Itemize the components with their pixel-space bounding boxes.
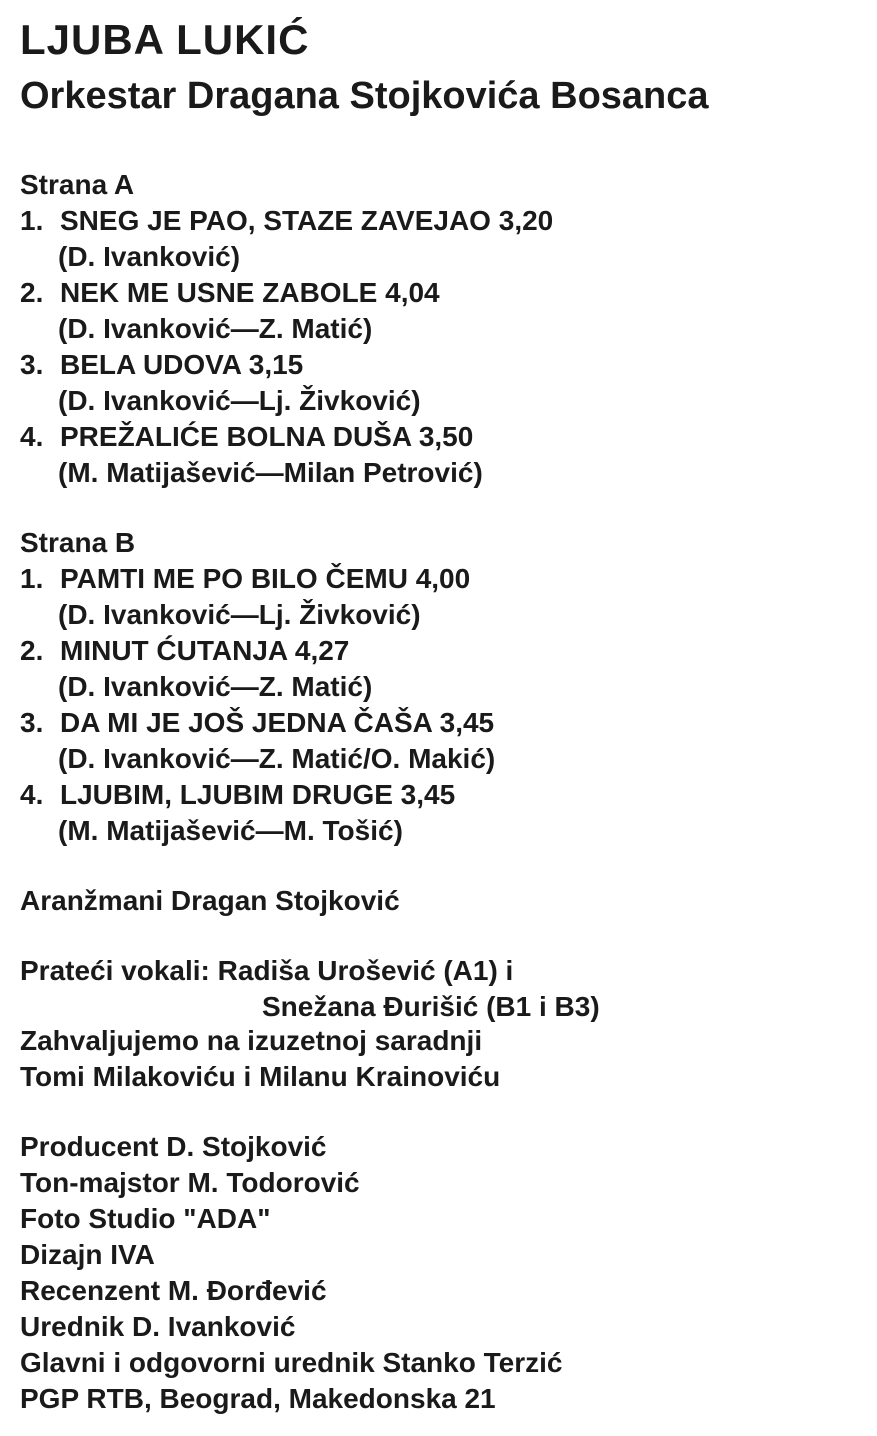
track-b2-title xyxy=(20,634,349,668)
side-b-label: Strana B xyxy=(20,527,136,558)
arrangements-credit: Aranžmani Dragan Stojković xyxy=(20,885,400,916)
track-number: 3. xyxy=(20,349,44,380)
track-b2-credits: (D. Ivanković—Z. Matić) xyxy=(58,671,373,702)
track-number: 1. xyxy=(20,563,44,594)
track-a3-title xyxy=(20,348,303,382)
design-credit: Dizajn IVA xyxy=(20,1239,155,1270)
producer-credit: Producent D. Stojković xyxy=(20,1131,327,1162)
track-title: PREŽALIĆE BOLNA DUŠA 3,50 xyxy=(60,421,474,452)
reviewer-credit: Recenzent M. Đorđević xyxy=(20,1275,327,1306)
vocals-credit-line2: Snežana Đurišić (B1 i B3) xyxy=(262,991,600,1022)
track-a3-credits: (D. Ivanković—Lj. Živković) xyxy=(58,385,421,416)
thanks-line1: Zahvaljujemo na izuzetnoj saradnji xyxy=(20,1025,483,1056)
track-title: NEK ME USNE ZABOLE 4,04 xyxy=(60,277,440,308)
track-b4-credits: (M. Matijašević—M. Tošić) xyxy=(58,815,403,846)
side-a-label: Strana A xyxy=(20,169,135,200)
track-b3-title xyxy=(20,706,494,740)
track-b3-credits: (D. Ivanković—Z. Matić/O. Makić) xyxy=(58,743,496,774)
track-number: 4. xyxy=(20,421,44,452)
track-number: 2. xyxy=(20,277,44,308)
track-number: 4. xyxy=(20,779,44,810)
track-a2-credits: (D. Ivanković—Z. Matić) xyxy=(58,313,373,344)
track-number: 2. xyxy=(20,635,44,666)
engineer-credit: Ton-majstor M. Todorović xyxy=(20,1167,360,1198)
artist-name: LJUBA LUKIĆ xyxy=(20,16,310,63)
chief-editor-credit: Glavni i odgovorni urednik Stanko Terzić xyxy=(20,1347,563,1378)
editor-credit: Urednik D. Ivanković xyxy=(20,1311,296,1342)
vocals-credit-line1: Prateći vokali: Radiša Urošević (A1) i xyxy=(20,955,514,986)
track-title: MINUT ĆUTANJA 4,27 xyxy=(60,635,350,666)
thanks-line2: Tomi Milakoviću i Milanu Krainoviću xyxy=(20,1061,501,1092)
track-a4-title xyxy=(20,420,473,454)
track-number: 3. xyxy=(20,707,44,738)
track-a1-title xyxy=(20,204,553,238)
photo-credit: Foto Studio "ADA" xyxy=(20,1203,271,1234)
track-a2-title xyxy=(20,276,440,310)
track-title: PAMTI ME PO BILO ČEMU 4,00 xyxy=(60,563,471,594)
track-title: SNEG JE PAO, STAZE ZAVEJAO 3,20 xyxy=(60,205,554,236)
orchestra-name: Orkestar Dragana Stojkovića Bosanca xyxy=(20,75,709,117)
track-a4-credits: (M. Matijašević—Milan Petrović) xyxy=(58,457,483,488)
publisher-credit: PGP RTB, Beograd, Makedonska 21 xyxy=(20,1383,496,1414)
track-a1-credits: (D. Ivanković) xyxy=(58,241,241,272)
track-number: 1. xyxy=(20,205,44,236)
track-b1-credits: (D. Ivanković—Lj. Živković) xyxy=(58,599,421,630)
track-title: DA MI JE JOŠ JEDNA ČAŠA 3,45 xyxy=(60,707,495,738)
track-b4-title xyxy=(20,778,455,812)
track-title: LJUBIM, LJUBIM DRUGE 3,45 xyxy=(60,779,456,810)
track-b1-title xyxy=(20,562,470,596)
track-title: BELA UDOVA 3,15 xyxy=(60,349,304,380)
